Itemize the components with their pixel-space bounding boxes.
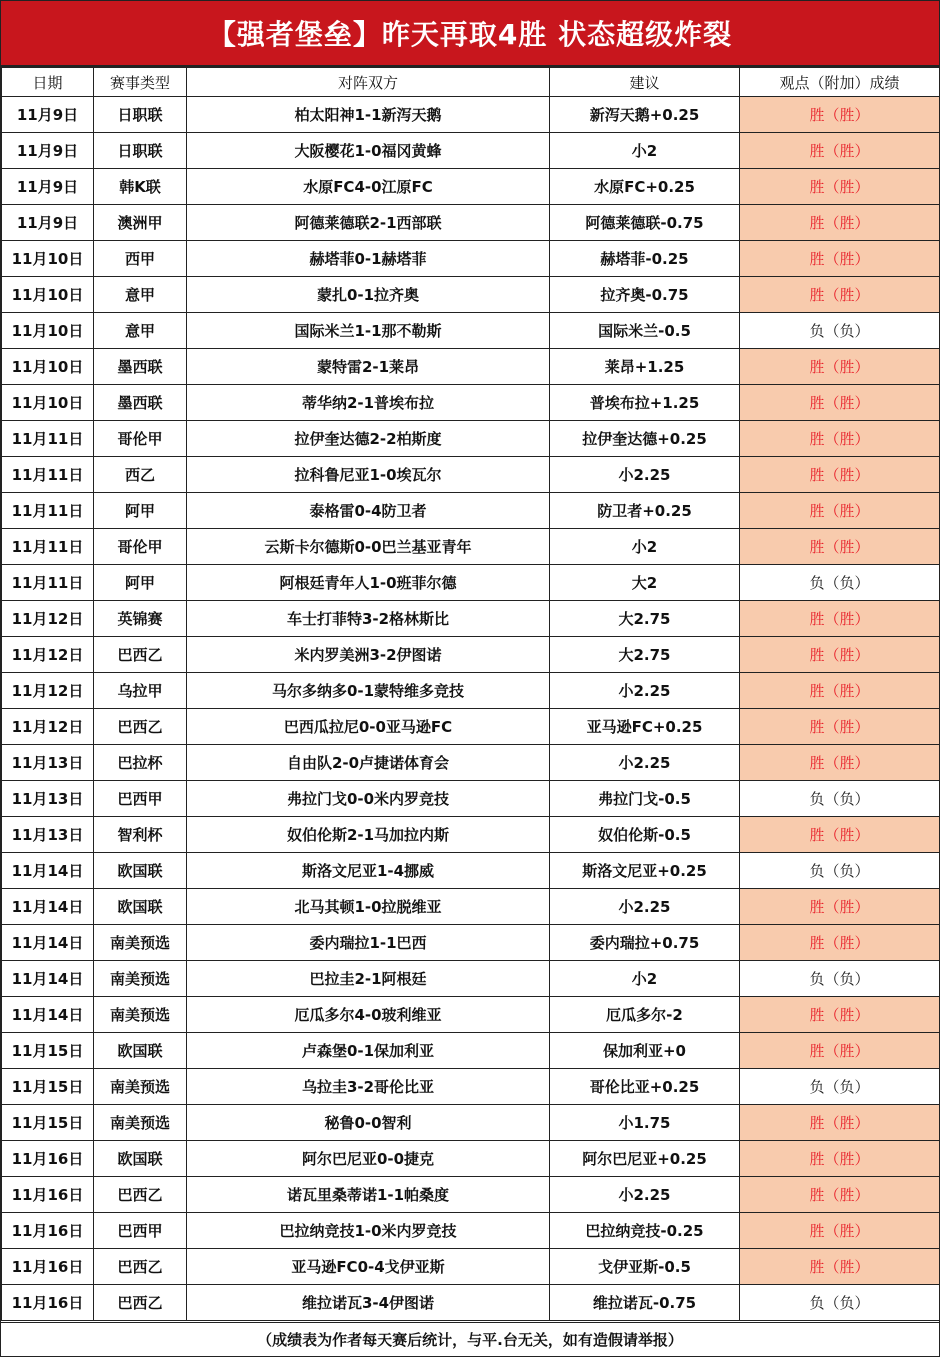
cell-match: 诺瓦里桑蒂诺1-1帕桑度 xyxy=(187,1177,550,1213)
cell-match: 拉科鲁尼亚1-0埃瓦尔 xyxy=(187,457,550,493)
table-row xyxy=(2,1141,940,1177)
cell-match: 阿尔巴尼亚0-0捷克 xyxy=(187,1141,550,1177)
table-row xyxy=(2,673,940,709)
cell-league: 巴西乙 xyxy=(94,709,187,745)
cell-result: 胜（胜） xyxy=(740,601,940,637)
table-row xyxy=(2,529,940,565)
cell-tip: 小2.25 xyxy=(550,889,740,925)
table-row xyxy=(2,241,940,277)
results-table xyxy=(1,67,940,1321)
cell-date: 11月14日 xyxy=(2,961,94,997)
cell-result: 胜（胜） xyxy=(740,385,940,421)
header-tip: 建议 xyxy=(550,68,740,97)
cell-date: 11月10日 xyxy=(2,313,94,349)
cell-match: 蒙扎0-1拉齐奥 xyxy=(187,277,550,313)
cell-result: 胜（胜） xyxy=(740,349,940,385)
table-row xyxy=(2,1105,940,1141)
cell-date: 11月14日 xyxy=(2,889,94,925)
cell-date: 11月16日 xyxy=(2,1249,94,1285)
cell-match: 云斯卡尔德斯0-0巴兰基亚青年 xyxy=(187,529,550,565)
cell-match: 委内瑞拉1-1巴西 xyxy=(187,925,550,961)
table-row xyxy=(2,925,940,961)
cell-date: 11月9日 xyxy=(2,133,94,169)
cell-date: 11月15日 xyxy=(2,1069,94,1105)
cell-tip: 小2.25 xyxy=(550,745,740,781)
cell-tip: 大2 xyxy=(550,565,740,601)
cell-league: 南美预选 xyxy=(94,997,187,1033)
cell-date: 11月13日 xyxy=(2,745,94,781)
cell-result: 胜（胜） xyxy=(740,457,940,493)
cell-tip: 厄瓜多尔-2 xyxy=(550,997,740,1033)
cell-tip: 小2 xyxy=(550,133,740,169)
cell-match: 秘鲁0-0智利 xyxy=(187,1105,550,1141)
cell-tip: 阿尔巴尼亚+0.25 xyxy=(550,1141,740,1177)
cell-league: 巴西乙 xyxy=(94,637,187,673)
cell-date: 11月14日 xyxy=(2,925,94,961)
cell-tip: 巴拉纳竞技-0.25 xyxy=(550,1213,740,1249)
table-row xyxy=(2,457,940,493)
table-row xyxy=(2,709,940,745)
cell-match: 泰格雷0-4防卫者 xyxy=(187,493,550,529)
page-title: 【强者堡垒】昨天再取4胜 状态超级炸裂 xyxy=(1,1,939,67)
cell-match: 柏太阳神1-1新泻天鹅 xyxy=(187,97,550,133)
cell-league: 智利杯 xyxy=(94,817,187,853)
cell-result: 胜（胜） xyxy=(740,673,940,709)
table-row xyxy=(2,493,940,529)
cell-date: 11月9日 xyxy=(2,169,94,205)
cell-result: 胜（胜） xyxy=(740,1141,940,1177)
cell-tip: 维拉诺瓦-0.75 xyxy=(550,1285,740,1321)
cell-date: 11月15日 xyxy=(2,1033,94,1069)
cell-league: 墨西联 xyxy=(94,385,187,421)
cell-league: 南美预选 xyxy=(94,1069,187,1105)
cell-league: 哥伦甲 xyxy=(94,529,187,565)
cell-league: 欧国联 xyxy=(94,1033,187,1069)
header-row xyxy=(2,68,940,97)
table-row xyxy=(2,781,940,817)
cell-result: 胜（胜） xyxy=(740,169,940,205)
cell-league: 墨西联 xyxy=(94,349,187,385)
cell-result: 胜（胜） xyxy=(740,241,940,277)
cell-result: 胜（胜） xyxy=(740,133,940,169)
cell-tip: 防卫者+0.25 xyxy=(550,493,740,529)
table-row xyxy=(2,637,940,673)
cell-date: 11月15日 xyxy=(2,1105,94,1141)
cell-league: 哥伦甲 xyxy=(94,421,187,457)
cell-tip: 小1.75 xyxy=(550,1105,740,1141)
cell-date: 11月12日 xyxy=(2,601,94,637)
table-row xyxy=(2,133,940,169)
cell-match: 斯洛文尼亚1-4挪威 xyxy=(187,853,550,889)
cell-result: 胜（胜） xyxy=(740,421,940,457)
cell-tip: 国际米兰-0.5 xyxy=(550,313,740,349)
table-row xyxy=(2,745,940,781)
cell-tip: 阿德莱德联-0.75 xyxy=(550,205,740,241)
header-date: 日期 xyxy=(2,68,94,97)
cell-result: 胜（胜） xyxy=(740,745,940,781)
table-row xyxy=(2,385,940,421)
table-row xyxy=(2,997,940,1033)
cell-date: 11月16日 xyxy=(2,1141,94,1177)
cell-match: 蒂华纳2-1普埃布拉 xyxy=(187,385,550,421)
table-row xyxy=(2,1213,940,1249)
table-row xyxy=(2,97,940,133)
cell-tip: 赫塔菲-0.25 xyxy=(550,241,740,277)
cell-date: 11月16日 xyxy=(2,1213,94,1249)
table-row xyxy=(2,313,940,349)
cell-league: 阿甲 xyxy=(94,565,187,601)
table-row xyxy=(2,601,940,637)
cell-league: 巴西甲 xyxy=(94,781,187,817)
cell-date: 11月14日 xyxy=(2,997,94,1033)
header-result: 观点（附加）成绩 xyxy=(740,68,940,97)
table-body xyxy=(2,97,940,1321)
cell-match: 亚马逊FC0-4戈伊亚斯 xyxy=(187,1249,550,1285)
cell-tip: 斯洛文尼亚+0.25 xyxy=(550,853,740,889)
cell-date: 11月13日 xyxy=(2,817,94,853)
table-row xyxy=(2,817,940,853)
cell-result: 负（负） xyxy=(740,781,940,817)
cell-tip: 保加利亚+0 xyxy=(550,1033,740,1069)
cell-match: 阿根廷青年人1-0班菲尔德 xyxy=(187,565,550,601)
cell-match: 米内罗美洲3-2伊图诺 xyxy=(187,637,550,673)
cell-date: 11月12日 xyxy=(2,709,94,745)
cell-date: 11月9日 xyxy=(2,205,94,241)
cell-match: 马尔多纳多0-1蒙特维多竞技 xyxy=(187,673,550,709)
cell-date: 11月10日 xyxy=(2,277,94,313)
cell-tip: 小2.25 xyxy=(550,457,740,493)
cell-result: 胜（胜） xyxy=(740,637,940,673)
cell-date: 11月12日 xyxy=(2,673,94,709)
cell-result: 胜（胜） xyxy=(740,817,940,853)
cell-result: 胜（胜） xyxy=(740,1213,940,1249)
cell-league: 澳洲甲 xyxy=(94,205,187,241)
cell-league: 西乙 xyxy=(94,457,187,493)
cell-date: 11月10日 xyxy=(2,241,94,277)
cell-result: 胜（胜） xyxy=(740,1177,940,1213)
cell-result: 负（负） xyxy=(740,1285,940,1321)
cell-league: 巴拉杯 xyxy=(94,745,187,781)
cell-date: 11月9日 xyxy=(2,97,94,133)
cell-league: 南美预选 xyxy=(94,925,187,961)
cell-match: 拉伊奎达德2-2柏斯度 xyxy=(187,421,550,457)
cell-match: 巴拉纳竞技1-0米内罗竞技 xyxy=(187,1213,550,1249)
cell-date: 11月16日 xyxy=(2,1285,94,1321)
cell-date: 11月11日 xyxy=(2,457,94,493)
header-match: 对阵双方 xyxy=(187,68,550,97)
cell-league: 欧国联 xyxy=(94,1141,187,1177)
cell-league: 巴西乙 xyxy=(94,1249,187,1285)
cell-result: 胜（胜） xyxy=(740,889,940,925)
table-row xyxy=(2,349,940,385)
cell-date: 11月10日 xyxy=(2,385,94,421)
cell-league: 韩K联 xyxy=(94,169,187,205)
cell-match: 维拉诺瓦3-4伊图诺 xyxy=(187,1285,550,1321)
cell-date: 11月11日 xyxy=(2,565,94,601)
cell-tip: 拉齐奥-0.75 xyxy=(550,277,740,313)
cell-match: 蒙特雷2-1莱昂 xyxy=(187,349,550,385)
cell-league: 阿甲 xyxy=(94,493,187,529)
cell-result: 负（负） xyxy=(740,961,940,997)
cell-tip: 小2 xyxy=(550,961,740,997)
table-row xyxy=(2,1249,940,1285)
cell-tip: 亚马逊FC+0.25 xyxy=(550,709,740,745)
cell-tip: 委内瑞拉+0.75 xyxy=(550,925,740,961)
cell-result: 胜（胜） xyxy=(740,97,940,133)
cell-date: 11月10日 xyxy=(2,349,94,385)
cell-tip: 水原FC+0.25 xyxy=(550,169,740,205)
cell-match: 车士打菲特3-2格林斯比 xyxy=(187,601,550,637)
cell-match: 北马其顿1-0拉脱维亚 xyxy=(187,889,550,925)
cell-date: 11月11日 xyxy=(2,493,94,529)
cell-league: 乌拉甲 xyxy=(94,673,187,709)
table-row xyxy=(2,1177,940,1213)
table-row xyxy=(2,853,940,889)
table-row xyxy=(2,1033,940,1069)
cell-match: 厄瓜多尔4-0玻利维亚 xyxy=(187,997,550,1033)
table-row xyxy=(2,565,940,601)
cell-match: 巴西瓜拉尼0-0亚马逊FC xyxy=(187,709,550,745)
cell-league: 日职联 xyxy=(94,133,187,169)
cell-tip: 小2 xyxy=(550,529,740,565)
cell-tip: 哥伦比亚+0.25 xyxy=(550,1069,740,1105)
cell-result: 胜（胜） xyxy=(740,205,940,241)
cell-match: 阿德莱德联2-1西部联 xyxy=(187,205,550,241)
cell-date: 11月12日 xyxy=(2,637,94,673)
cell-match: 弗拉门戈0-0米内罗竞技 xyxy=(187,781,550,817)
table-row xyxy=(2,1069,940,1105)
cell-league: 巴西甲 xyxy=(94,1213,187,1249)
cell-result: 负（负） xyxy=(740,853,940,889)
cell-match: 赫塔菲0-1赫塔菲 xyxy=(187,241,550,277)
cell-league: 巴西乙 xyxy=(94,1177,187,1213)
cell-tip: 大2.75 xyxy=(550,637,740,673)
cell-match: 国际米兰1-1那不勒斯 xyxy=(187,313,550,349)
cell-result: 负（负） xyxy=(740,565,940,601)
cell-tip: 奴伯伦斯-0.5 xyxy=(550,817,740,853)
cell-league: 意甲 xyxy=(94,277,187,313)
cell-result: 胜（胜） xyxy=(740,493,940,529)
table-row xyxy=(2,889,940,925)
cell-league: 南美预选 xyxy=(94,1105,187,1141)
cell-date: 11月11日 xyxy=(2,421,94,457)
cell-match: 大阪樱花1-0福冈黄蜂 xyxy=(187,133,550,169)
cell-match: 水原FC4-0江原FC xyxy=(187,169,550,205)
cell-league: 欧国联 xyxy=(94,889,187,925)
cell-league: 南美预选 xyxy=(94,961,187,997)
cell-result: 负（负） xyxy=(740,313,940,349)
cell-tip: 莱昂+1.25 xyxy=(550,349,740,385)
table-row xyxy=(2,169,940,205)
cell-match: 乌拉圭3-2哥伦比亚 xyxy=(187,1069,550,1105)
cell-tip: 普埃布拉+1.25 xyxy=(550,385,740,421)
cell-league: 欧国联 xyxy=(94,853,187,889)
cell-result: 胜（胜） xyxy=(740,709,940,745)
cell-result: 胜（胜） xyxy=(740,277,940,313)
cell-league: 西甲 xyxy=(94,241,187,277)
cell-result: 胜（胜） xyxy=(740,1105,940,1141)
cell-date: 11月14日 xyxy=(2,853,94,889)
cell-date: 11月11日 xyxy=(2,529,94,565)
cell-match: 奴伯伦斯2-1马加拉内斯 xyxy=(187,817,550,853)
cell-tip: 大2.75 xyxy=(550,601,740,637)
cell-result: 胜（胜） xyxy=(740,1033,940,1069)
table-row xyxy=(2,1285,940,1321)
cell-league: 日职联 xyxy=(94,97,187,133)
cell-match: 巴拉圭2-1阿根廷 xyxy=(187,961,550,997)
cell-league: 意甲 xyxy=(94,313,187,349)
cell-date: 11月16日 xyxy=(2,1177,94,1213)
cell-tip: 拉伊奎达德+0.25 xyxy=(550,421,740,457)
cell-tip: 小2.25 xyxy=(550,673,740,709)
cell-match: 卢森堡0-1保加利亚 xyxy=(187,1033,550,1069)
cell-result: 胜（胜） xyxy=(740,529,940,565)
cell-result: 胜（胜） xyxy=(740,1249,940,1285)
cell-match: 自由队2-0卢捷诺体育会 xyxy=(187,745,550,781)
cell-date: 11月13日 xyxy=(2,781,94,817)
header-league: 赛事类型 xyxy=(94,68,187,97)
cell-tip: 新泻天鹅+0.25 xyxy=(550,97,740,133)
cell-result: 胜（胜） xyxy=(740,997,940,1033)
table-row xyxy=(2,421,940,457)
cell-tip: 小2.25 xyxy=(550,1177,740,1213)
footer-note: （成绩表为作者每天赛后统计，与平.台无关，如有造假请举报） xyxy=(1,1322,939,1356)
table-row xyxy=(2,961,940,997)
cell-league: 巴西乙 xyxy=(94,1285,187,1321)
cell-tip: 戈伊亚斯-0.5 xyxy=(550,1249,740,1285)
cell-result: 胜（胜） xyxy=(740,925,940,961)
table-row xyxy=(2,205,940,241)
cell-result: 负（负） xyxy=(740,1069,940,1105)
cell-tip: 弗拉门戈-0.5 xyxy=(550,781,740,817)
table-row xyxy=(2,277,940,313)
cell-league: 英锦赛 xyxy=(94,601,187,637)
